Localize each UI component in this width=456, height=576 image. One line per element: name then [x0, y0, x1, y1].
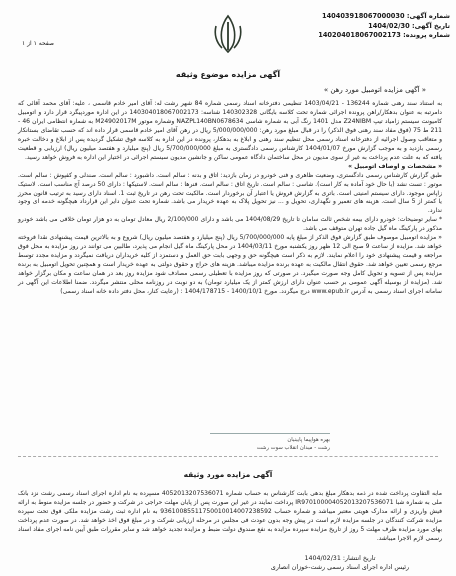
notice1-paragraph: « مشخصات و اوصاف اتومبیل » [348, 162, 442, 170]
notice2-title: آگهی مزایده مورد وثیقه [183, 470, 273, 479]
notice-date: تاریخ آگهی: 1404/02/30 [368, 21, 450, 30]
notice1-body [18, 100, 442, 297]
notice1-paragraph: « مزایده اتومبیل موصوف طبق گزارش فوق الذکر از مبلغ پایه 5/700/000/000 ریال (پنج میلیارد و هفتصد میلیون ریال) شروع و به بالاترین قیمت پیشنهادی نقدا فروخته خواهد شد. مزایده از ساعت 9 صبح الی 12 ظهر روز یکشنبه مورخ 1404/03/11 در محل پارکینگ ماه گیل انجام می پذیرد، طالبین می توانند در روز مزایده به محل فوق مراجعه و قیمت پیشنهادی خود را اعلام نمایند. لازم به ذکر است هیچگونه حق و وجهی بابت حق العمل و دستمزد از کلیه خریداران دریافت نمیگردد و مزایده مجدد توسط مرجع رسمی تعیین خواهد شد. حقوق انتقال مالکیت به عهده برنده مزایده میباشد. هزینه های حراج و حقوق دولتی به عهده خریدار است و همچنین تحویل اتومبیل به برنده مزایده پس از تسویه و تحویل کامل وجه صورت میگیرد. در صورتی که روز مزایده با تعطیلی رسمی مصادف شود مزایده روز بعد در همان ساعت و مکان برگزار خواهد شد. (مزایده از بوسیله آگهی عمومی بر حسب عنوان دارای ارزش کمتر از یک میلیارد تومان) به دو نوبت در روزنامه محلی منتشر میگردد. ضمنا اطلاعات این آگهی در سامانه اجرای اسناد رسمی به آدرس www.epub.ir درج میگردد. مورخ 1400/10/1 - 1404/178715 : (رعایت کنار، محل دفتر داده خانه اسناد رسمی) [18, 234, 443, 296]
notice1-paragraph: * سایر توضیحات: خودرو دارای بیمه شخص ثالث سامان تا تاریخ 1404/08/29 می باشد و دارای 2/100/000 ریال معادل تومان به دو هزار تومان خلافی می باشد خودرو مذکور در پارکینگ ماه گیل جاده تهران متوقف می باشد. [18, 216, 442, 233]
iran-emblem-icon [208, 12, 248, 56]
notice-number: شماره آگهی: 140403918067000030 [321, 12, 450, 20]
page-number: صفحه ۱ از ۱ [22, 40, 54, 47]
signature-line2: رشت - میدان انقلاب سوت رشت [256, 445, 330, 451]
file-number: شماره پرونده: 140204018067002173 [318, 31, 450, 39]
notice1-signature [150, 433, 330, 452]
notice1-title: آگهی مزایده موضوع وثیقه [175, 70, 281, 79]
notice1-subtitle: « آگهی مزایده اتومبیل مورد رهن » [323, 86, 426, 94]
section-divider [18, 456, 438, 457]
notice1-paragraph: به استناد سند رهنی شماره 136244 - 1403/04/21 تنظیمی دفترخانه اسناد رسمی شماره 84 شهر رشت له: آقای امیر خادم قاسمی ، علیه: آقای محمد آقائی که دامرتبه به عنوان بدهکار/راهن پرونده اجرائی شماره تحت کلاسه بایگانی 140302328 شناسه: 140304018067002173 در این اداره موردپیگرد قرار دارد و اتومبیل کامیونت سیستم زامیاد تیپ Z24NIBM مدل 1401 رنگ آبی به شماره شاسی NAZPL140BN0678634 وشماره موتور M24902017M به شماره انتظامی ایران 46 - 211 ط 75 (فوق مفاد سند رهنی فوق الذکر) را در قبال مبلغ مورد رهن: 5/000/000/000 ریال در رهن آقای امیر خادم قاسمی قرار داده اند که حسب تقاضای بستانکار و متعاقب وصول اجرائیه از دفترخانه اسناد رسمی محل تنظیم سند رهنی و ابلاغ به بدهکار، پرونده در این اداره به کلاسه فوق تشکیل گردیده پس از ابلاغ و دخالت خبره رسمی بازدید و به موجب گزارش مورخ 1404/01/07 کارشناس رسمی دادگستری به مبلغ 5/700/000/000 ریال (پنج میلیارد و هفتصد میلیون ریال) ارزیابی و قطعیت یافته که به علت عدم پرداخت به غیر از سوی مدیون در محل ساختمان دادگاه عمومی ساکن و جانشین مدیون سیستم اجرائی در اختیار این اداره به فروش خواهد رسید. [18, 100, 443, 161]
signature-rule [210, 433, 330, 434]
notice2-body: مابه التفاوت پرداخت شده در ذمه بدهکار مبلغ بدهی بابت کارشناس به حساب شماره 4052013207536071 مسپرده به نام اداره اجرای اسناد رسمی رشت نزد بانک ملی به شماره شبا IR970100004052013207536071 پرداخت نمایند در غیر این صورت پس از پایان مهلت حراجی در شرکت و حضور در جلسه مزایده منوط به ارائه فیش واریزی و ارائه مدارک هویتی معتبر میباشد و شماره حساب 93610085511750010014007238592 به نام اداره ثبت رشت مزایده ملکی فوق تحت سپرده مزایده شرکت کنندگان در جلسه مزایده لازم است در پیش وجه بدون عودت فی مجلس در مرحله ارزیابی شرکت و در مبلغ فوق اخذ خواهد شد. در صورت عدم پرداخت بهای مورد مزایده ظرف مهلت 5 روز از تاریخ مزایده سپرده مزایده به نفع صندوق دولت ضبط و مزایده تجدید خواهد شد و سایر مقررات طبق آیین نامه اجرای مفاد اسناد رسمی لازم الاجرا میباشد. [18, 490, 443, 542]
signature-line1: بهره هواپیما پایینیان [287, 437, 330, 443]
notice-header-info [300, 12, 450, 41]
notice1-paragraph: طبق گزارش کارشناس رسمی دادگستری، وضعیت ظاهری و فنی خودرو در زمان بازدید: اتاق و بدنه : سالم است. داشبورد : سالم است. صندلی و کفپوش : سالم است. موتور : تست نشد (با حال خود آماده به کار است). شاسی : سالم است. تاریخ اتاق : سالم است. فنرها : سالم است. لاستیکها : دارای 50 درصد آج مناسب است. لاستیک زاپاس موجود. دارای سیستم امنیتی است. باتری به گزارش فروش یا اعتبار آن برخوردار است. مالکیت تحت رهن در تاریخ ثبت 1. اسناد دارای رسید به ترتیب قانون محرز یا کمتر از 5 سال است. هزینه های تعمیر و نگهداری، تحویل و ... نیز تحویل پلاک به عهده خریدار می باشد. شماره تحت عنوان دایر این قرارداد هیچگونه خدمه ای وجود ندارد. [18, 171, 442, 215]
notice2-authority: رئیس اداره اجرای اسناد رسمی رشت-خوزان انصاری [270, 563, 410, 571]
notice2-signature [240, 555, 440, 572]
notice2-date: تاریخ انتشار: 1404/02/31 [304, 555, 376, 562]
